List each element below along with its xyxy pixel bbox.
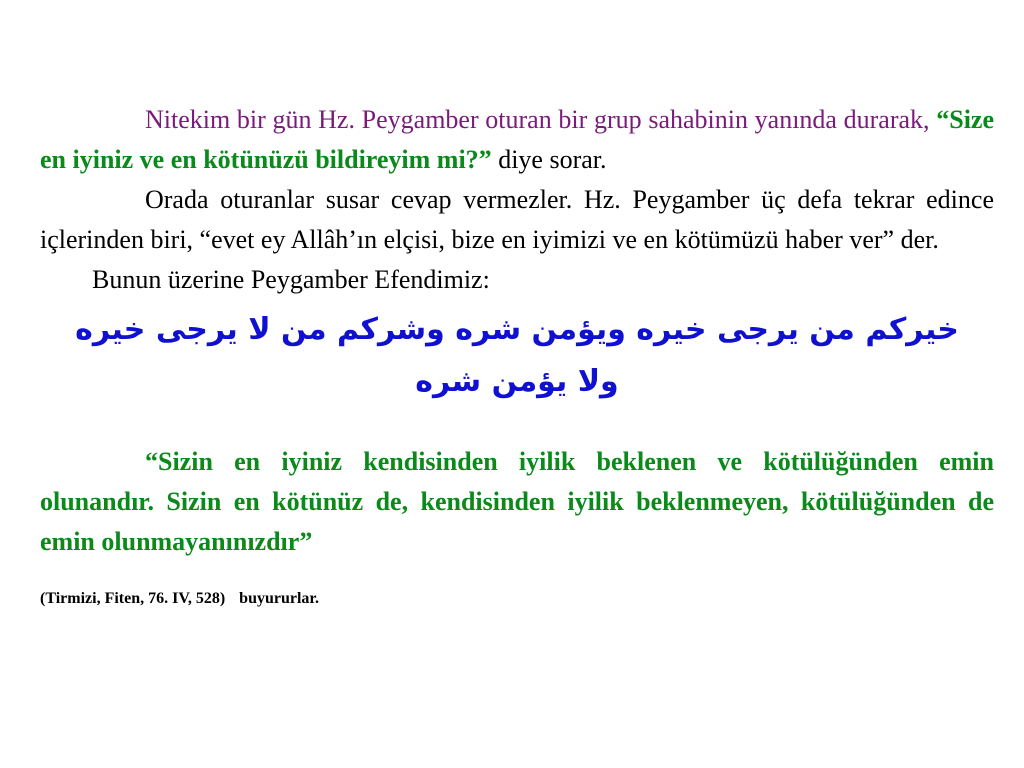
source-line bbox=[40, 588, 994, 610]
paragraph-lead-in: Bunun üzerine Peygamber Efendimiz: bbox=[92, 265, 490, 294]
arabic-line-2: ولا يؤمن شره bbox=[415, 364, 619, 399]
paragraph-response: Orada oturanlar susar cevap vermezler. Hz. Peygamber üç defa tekrar edince içlerinden biri, “evet ey Allâh’ın elçisi, bize en iyimizi ve en kötümüzü haber ver” der. bbox=[40, 185, 994, 254]
paragraph-intro bbox=[40, 100, 994, 180]
arabic-hadith bbox=[40, 304, 994, 408]
question-quote: “Size en iyiniz ve en kötünüzü bildireyim mi?” bbox=[40, 105, 994, 174]
arabic-line-1: خيركم من يرجى خيره ويؤمن شره وشركم من لا يرجى خيره bbox=[75, 312, 959, 347]
source-citation: (Tirmizi, Fiten, 76. IV, 528) bbox=[40, 590, 226, 607]
hadith-translation: “Sizin en iyiniz kendisinden iyilik beklenen ve kötülüğünden emin olunandır. Sizin en kötünüz de, kendisinden iyilik beklenmeyen, kötülüğünden de emin olunmayanınızdır” bbox=[40, 447, 994, 556]
intro-tail: diye sorar. bbox=[498, 145, 607, 174]
intro-text: Nitekim bir gün Hz. Peygamber oturan bir grup sahabinin yanında durarak, bbox=[145, 105, 930, 134]
slide-content bbox=[40, 100, 994, 610]
source-tail: buyururlar. bbox=[239, 590, 320, 607]
